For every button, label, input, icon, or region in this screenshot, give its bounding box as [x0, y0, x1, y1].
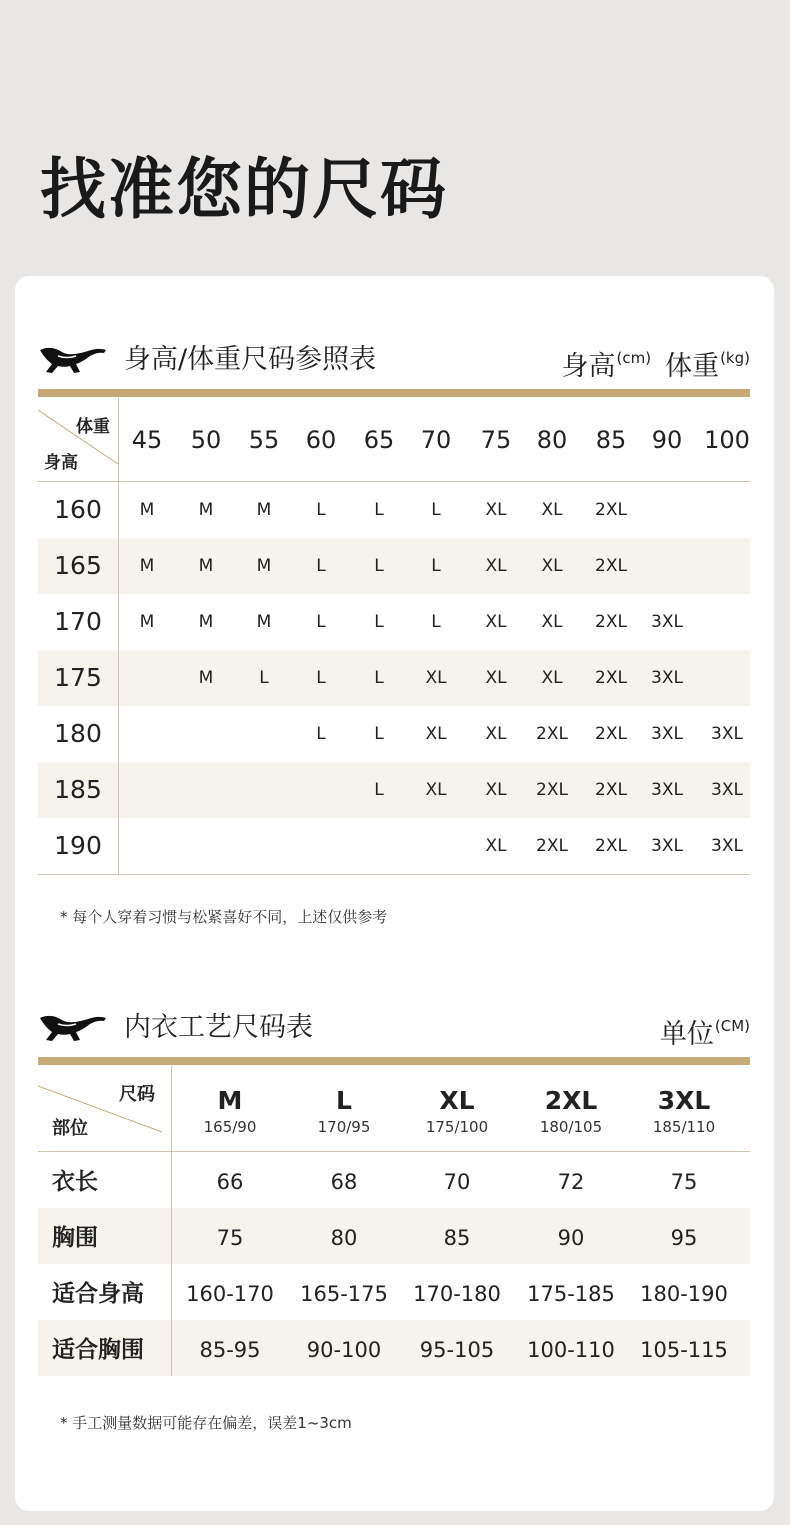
size-cell: 2XL [536, 836, 568, 856]
size-cell: 3XL [651, 780, 683, 800]
measure-cell: 66 [216, 1170, 244, 1194]
weight-unit: (kg) [720, 349, 750, 367]
size-header [516, 1086, 626, 1138]
unit-value: (CM) [714, 1017, 750, 1035]
section2-units [660, 1008, 750, 1053]
size-cell: 3XL [651, 612, 683, 632]
size-cell: L [431, 500, 441, 520]
measure-cell: 85 [443, 1226, 471, 1250]
measure-cell: 90-100 [306, 1338, 382, 1362]
size-spec: 165/90 [203, 1118, 257, 1136]
section1-note: * 每个人穿着习惯与松紧喜好不同，上述仅供参考 [60, 908, 388, 926]
size-spec: 180/105 [539, 1118, 603, 1136]
measure-cell: 100-110 [527, 1338, 615, 1362]
section1-divider [38, 389, 750, 397]
size-cell: 2XL [595, 724, 627, 744]
measure-cell: 75 [216, 1226, 244, 1250]
unit-label: 单位 [659, 1019, 714, 1050]
table2-header-row [38, 1066, 750, 1152]
size-cell: 2XL [595, 836, 627, 856]
section2-divider [38, 1057, 750, 1065]
size-cell: L [316, 556, 326, 576]
size-cell: 3XL [711, 724, 743, 744]
height-unit: (cm) [616, 349, 652, 367]
size-cell: M [139, 500, 155, 520]
weight-header: 85 [595, 426, 627, 454]
size-name: 3XL [657, 1086, 711, 1115]
measure-cell: 75 [670, 1170, 698, 1194]
table1-header-row [38, 398, 750, 482]
weight-header: 60 [305, 426, 337, 454]
size-cell: XL [485, 836, 507, 856]
size-cell: M [139, 556, 155, 576]
table-row [38, 1320, 750, 1376]
weight-header: 65 [363, 426, 395, 454]
table-row [38, 650, 750, 706]
weight-header: 55 [248, 426, 280, 454]
corner-height-label: 身高 [44, 453, 78, 473]
table2-body [38, 1152, 750, 1376]
size-name: 2XL [544, 1086, 598, 1115]
table2-corner-cell [38, 1066, 172, 1152]
measure-cell: 95 [670, 1226, 698, 1250]
height-unit-label: 身高 [561, 351, 616, 382]
measure-cell: 170-180 [413, 1282, 501, 1306]
weight-header: 90 [651, 426, 683, 454]
size-cell: XL [425, 668, 447, 688]
size-cell: M [198, 668, 214, 688]
size-cell: 2XL [595, 612, 627, 632]
size-spec: 170/95 [317, 1118, 371, 1136]
size-cell: XL [485, 612, 507, 632]
part-label: 适合胸围 [38, 1320, 172, 1376]
size-cell: L [374, 612, 384, 632]
section1-header [38, 336, 750, 386]
size-spec: 175/100 [425, 1118, 489, 1136]
garment-size-table [38, 1066, 750, 1376]
corner-size-label: 尺码 [119, 1084, 155, 1105]
size-cell: 2XL [595, 556, 627, 576]
weight-header: 45 [131, 426, 163, 454]
size-cell: M [256, 500, 272, 520]
measure-cell: 175-185 [527, 1282, 615, 1306]
measure-cell: 85-95 [199, 1338, 261, 1362]
height-label: 170 [38, 594, 119, 650]
size-cell: XL [485, 780, 507, 800]
table1-body [38, 482, 750, 875]
size-cell: 3XL [651, 724, 683, 744]
height-label: 190 [38, 818, 119, 874]
size-header [175, 1086, 285, 1138]
corner-weight-label: 体重 [76, 417, 110, 437]
size-header [402, 1086, 512, 1138]
height-label: 160 [38, 482, 119, 538]
size-cell: L [316, 500, 326, 520]
size-cell: 2XL [595, 500, 627, 520]
table1-corner-cell [38, 398, 119, 482]
size-cell: 2XL [536, 724, 568, 744]
weight-unit-label: 体重 [665, 351, 720, 382]
height-label: 165 [38, 538, 119, 594]
part-label: 胸围 [38, 1208, 172, 1264]
table-row [38, 482, 750, 538]
running-dog-logo-icon [38, 342, 108, 378]
weight-header: 100 [704, 426, 750, 454]
size-cell: L [374, 724, 384, 744]
part-label: 适合身高 [38, 1264, 172, 1320]
weight-header: 70 [420, 426, 452, 454]
size-header [629, 1086, 739, 1138]
size-cell: L [374, 556, 384, 576]
table-row [38, 1208, 750, 1264]
part-label: 衣长 [38, 1152, 172, 1208]
size-cell: XL [425, 724, 447, 744]
size-cell: 2XL [595, 780, 627, 800]
measure-cell: 70 [443, 1170, 471, 1194]
height-label: 180 [38, 706, 119, 762]
section2-title: 内衣工艺尺码表 [124, 1012, 313, 1043]
size-cell: L [431, 556, 441, 576]
measure-cell: 105-115 [640, 1338, 728, 1362]
size-cell: M [139, 612, 155, 632]
weight-header: 80 [536, 426, 568, 454]
size-cell: 2XL [536, 780, 568, 800]
table-row [38, 706, 750, 762]
size-cell: 3XL [711, 836, 743, 856]
size-name: XL [439, 1086, 475, 1115]
weight-header: 50 [190, 426, 222, 454]
table-row [38, 538, 750, 594]
height-label: 185 [38, 762, 119, 818]
corner-part-label: 部位 [52, 1118, 88, 1139]
size-cell: XL [541, 556, 563, 576]
section2-header [38, 1004, 750, 1054]
size-cell: XL [541, 668, 563, 688]
section2-note: * 手工测量数据可能存在偏差，误差1~3cm [60, 1414, 352, 1432]
section1-units [562, 340, 751, 385]
measure-cell: 80 [330, 1226, 358, 1250]
size-cell: XL [541, 612, 563, 632]
size-cell: L [431, 612, 441, 632]
size-cell: M [198, 612, 214, 632]
size-cell: L [374, 780, 384, 800]
size-cell: M [256, 612, 272, 632]
size-cell: M [198, 556, 214, 576]
page-title: 找准您的尺码 [40, 151, 448, 228]
size-cell: XL [485, 500, 507, 520]
size-cell: XL [485, 556, 507, 576]
measure-cell: 165-175 [300, 1282, 388, 1306]
table-row [38, 818, 750, 874]
height-weight-table [38, 398, 750, 875]
height-label: 175 [38, 650, 119, 706]
size-cell: M [198, 500, 214, 520]
measure-cell: 72 [557, 1170, 585, 1194]
size-cell: L [316, 724, 326, 744]
measure-cell: 68 [330, 1170, 358, 1194]
size-cell: 2XL [595, 668, 627, 688]
size-cell: L [374, 668, 384, 688]
table-row [38, 1152, 750, 1208]
table-row [38, 1264, 750, 1320]
measure-cell: 90 [557, 1226, 585, 1250]
size-header [289, 1086, 399, 1138]
size-cell: XL [425, 780, 447, 800]
size-name: L [336, 1086, 352, 1115]
size-cell: L [316, 612, 326, 632]
size-cell: XL [485, 668, 507, 688]
measure-cell: 180-190 [640, 1282, 728, 1306]
size-cell: 3XL [651, 668, 683, 688]
measure-cell: 95-105 [419, 1338, 495, 1362]
table-row [38, 762, 750, 818]
size-cell: M [256, 556, 272, 576]
size-cell: L [374, 500, 384, 520]
weight-header: 75 [480, 426, 512, 454]
size-cell: XL [541, 500, 563, 520]
size-name: M [217, 1086, 243, 1115]
table-row [38, 594, 750, 650]
running-dog-logo-icon [38, 1010, 108, 1046]
size-cell: L [259, 668, 269, 688]
measure-cell: 160-170 [186, 1282, 274, 1306]
section1-title: 身高/体重尺码参照表 [124, 344, 377, 375]
size-cell: L [316, 668, 326, 688]
size-cell: 3XL [651, 836, 683, 856]
size-cell: XL [485, 724, 507, 744]
size-spec: 185/110 [652, 1118, 716, 1136]
size-cell: 3XL [711, 780, 743, 800]
